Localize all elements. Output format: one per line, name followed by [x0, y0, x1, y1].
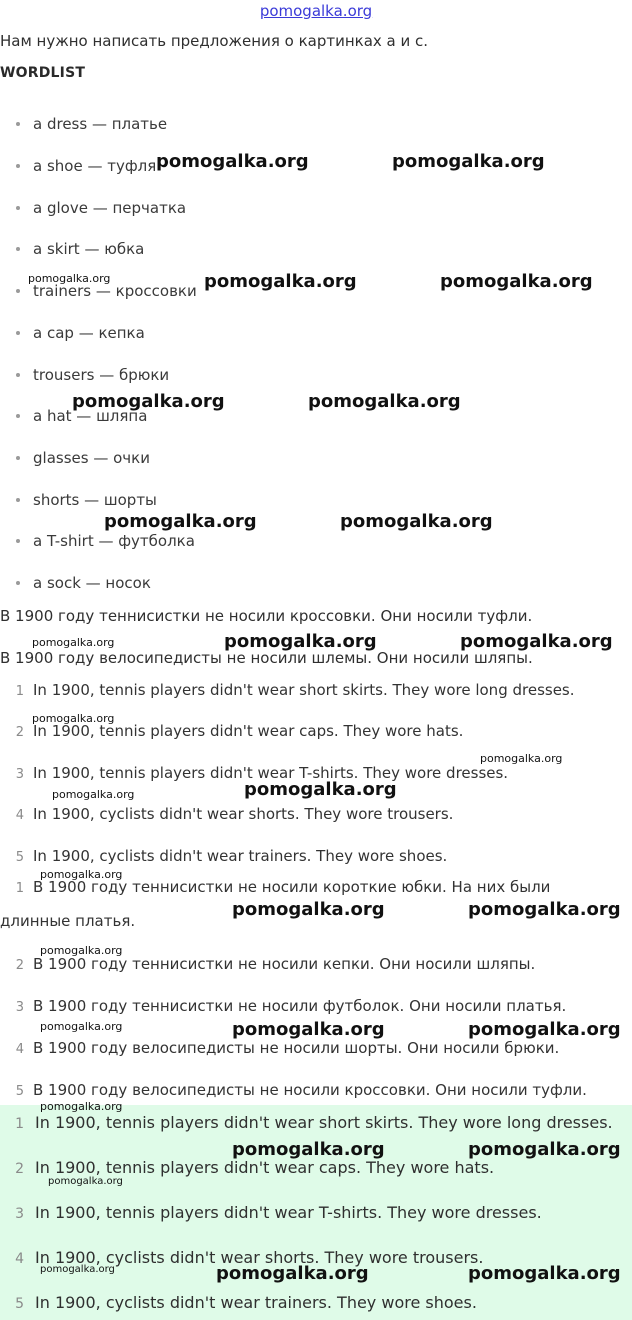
wordlist-item-text: a dress — платье [33, 115, 168, 133]
bullet-icon [16, 331, 20, 335]
wordlist-item [16, 449, 150, 467]
watermark: pomogalka.org [480, 752, 563, 765]
wordlist-item [16, 115, 167, 133]
bullet-icon [16, 373, 20, 377]
watermark: pomogalka.org [392, 151, 545, 172]
highlighted-answer-text: In 1900, tennis players didn't wear caps. They wore hats. [35, 1158, 495, 1177]
answer-text: In 1900, tennis players didn't wear T-shirts. They wore dresses. [33, 764, 509, 782]
highlighted-answer-text: In 1900, tennis players didn't wear short skirts. They wore long dresses. [35, 1113, 613, 1132]
wordlist-item [16, 491, 157, 509]
highlighted-answer-row [0, 1158, 494, 1177]
watermark: pomogalka.org [72, 391, 225, 412]
wordlist-item [16, 240, 144, 258]
bullet-icon [16, 164, 20, 168]
answer-text: In 1900, cyclists didn't wear trainers. They wore shoes. [33, 847, 448, 865]
watermark: pomogalka.org [468, 1139, 621, 1160]
watermark: pomogalka.org [204, 271, 357, 292]
bullet-icon [16, 247, 20, 251]
wordlist-item-text: a hat — шляпа [33, 407, 148, 425]
wordlist-item [16, 199, 186, 217]
bullet-icon [16, 414, 20, 418]
watermark: pomogalka.org [224, 631, 377, 652]
highlighted-answer-text: In 1900, cyclists didn't wear trainers. They wore shoes. [35, 1293, 477, 1312]
wordlist-item-text: a T-shirt — футболка [33, 532, 195, 550]
watermark: pomogalka.org [40, 1264, 115, 1275]
highlighted-answer-row [0, 1203, 542, 1222]
translation-text: В 1900 году теннисистки не носили футболок. Они носили платья. [33, 997, 567, 1015]
translation-row [0, 1081, 587, 1099]
translation-row [0, 955, 535, 973]
watermark: pomogalka.org [468, 1019, 621, 1040]
watermark: pomogalka.org [32, 712, 115, 725]
wordlist-item-text: a sock — носок [33, 574, 151, 592]
highlighted-answer-number: 4 [15, 1251, 24, 1267]
intro-text: Нам нужно написать предложения о картинках а и с. [0, 32, 429, 50]
translation-number: 2 [15, 958, 24, 973]
watermark: pomogalka.org [40, 1100, 123, 1113]
translation-number: 1 [15, 881, 24, 896]
watermark: pomogalka.org [28, 272, 111, 285]
answer-number: 3 [15, 767, 24, 782]
watermark: pomogalka.org [216, 1263, 369, 1284]
watermark: pomogalka.org [340, 511, 493, 532]
watermark: pomogalka.org [308, 391, 461, 412]
wordlist-item [16, 157, 156, 175]
watermark: pomogalka.org [52, 788, 135, 801]
wordlist-item-text: shorts — шорты [33, 491, 157, 509]
answer-number: 2 [15, 725, 24, 740]
watermark: pomogalka.org [40, 1020, 123, 1033]
answer-number: 5 [15, 850, 24, 865]
watermark: pomogalka.org [40, 868, 123, 881]
wordlist-item [16, 366, 169, 384]
answer-row [0, 681, 575, 699]
translation-text: В 1900 году велосипедисты не носили шорты. Они носили брюки. [33, 1039, 560, 1057]
bullet-icon [16, 498, 20, 502]
bullet-icon [16, 539, 20, 543]
wordlist-item-text: a shoe — туфля [33, 157, 157, 175]
translation-row [0, 997, 566, 1015]
answer-text: In 1900, tennis players didn't wear caps. They wore hats. [33, 722, 464, 740]
highlighted-answer-number: 3 [15, 1206, 24, 1222]
wordlist-item-text: glasses — очки [33, 449, 150, 467]
watermark: pomogalka.org [156, 151, 309, 172]
watermark: pomogalka.org [244, 779, 397, 800]
wordlist-item-text: a cap — кепка [33, 324, 145, 342]
bullet-icon [16, 206, 20, 210]
answer-text: In 1900, tennis players didn't wear short skirts. They wore long dresses. [33, 681, 575, 699]
bullet-icon [16, 289, 20, 293]
wordlist-item-text: trousers — брюки [33, 366, 170, 384]
wordlist-item [16, 324, 145, 342]
highlighted-answer-number: 5 [15, 1296, 24, 1312]
watermark: pomogalka.org [40, 944, 123, 957]
watermark: pomogalka.org [104, 511, 257, 532]
watermark: pomogalka.org [468, 1263, 621, 1284]
highlighted-answer-row [0, 1113, 613, 1132]
wordlist-item-text: a skirt — юбка [33, 240, 145, 258]
translation-number: 5 [15, 1084, 24, 1099]
watermark: pomogalka.org [48, 1176, 123, 1187]
watermark: pomogalka.org [460, 631, 613, 652]
wordlist-heading: WORDLIST [0, 65, 86, 81]
watermark: pomogalka.org [232, 1019, 385, 1040]
bullet-icon [16, 456, 20, 460]
highlighted-answer-number: 1 [15, 1116, 24, 1132]
example-sentence: В 1900 году велосипедисты не носили шлемы. Они носили шляпы. [0, 649, 533, 667]
translation-number: 4 [15, 1042, 24, 1057]
bullet-icon [16, 122, 20, 126]
translation-text: В 1900 году велосипедисты не носили кроссовки. Они носили туфли. [33, 1081, 587, 1099]
answer-text: In 1900, cyclists didn't wear shorts. They wore trousers. [33, 805, 454, 823]
highlighted-answer-number: 2 [15, 1161, 24, 1177]
wordlist-item [16, 574, 151, 592]
watermark: pomogalka.org [232, 1139, 385, 1160]
watermark: pomogalka.org [440, 271, 593, 292]
watermark: pomogalka.org [468, 899, 621, 920]
watermark: pomogalka.org [232, 899, 385, 920]
translation-text: В 1900 году теннисистки не носили кепки. Они носили шляпы. [33, 955, 536, 973]
answer-row [0, 805, 453, 823]
answer-number: 1 [15, 684, 24, 699]
translation-number: 3 [15, 1000, 24, 1015]
wordlist-item-text: a glove — перчатка [33, 199, 187, 217]
wordlist-item [16, 532, 195, 550]
highlighted-answer-text: In 1900, cyclists didn't wear shorts. They wore trousers. [35, 1248, 484, 1267]
watermark: pomogalka.org [32, 636, 115, 649]
site-title-link[interactable]: pomogalka.org [259, 2, 373, 20]
bullet-icon [16, 581, 20, 585]
answer-row [0, 847, 447, 865]
answer-number: 4 [15, 808, 24, 823]
highlighted-answer-text: In 1900, tennis players didn't wear T-shirts. They wore dresses. [35, 1203, 542, 1222]
highlighted-answer-row [0, 1293, 477, 1312]
translation-text: В 1900 году теннисистки не носили короткие юбки. На них были длинные платья. [0, 878, 551, 930]
wordlist-item-text: trainers — кроссовки [33, 282, 197, 300]
translation-row [0, 1039, 559, 1057]
example-sentence: В 1900 году теннисистки не носили кроссовки. Они носили туфли. [0, 607, 533, 625]
